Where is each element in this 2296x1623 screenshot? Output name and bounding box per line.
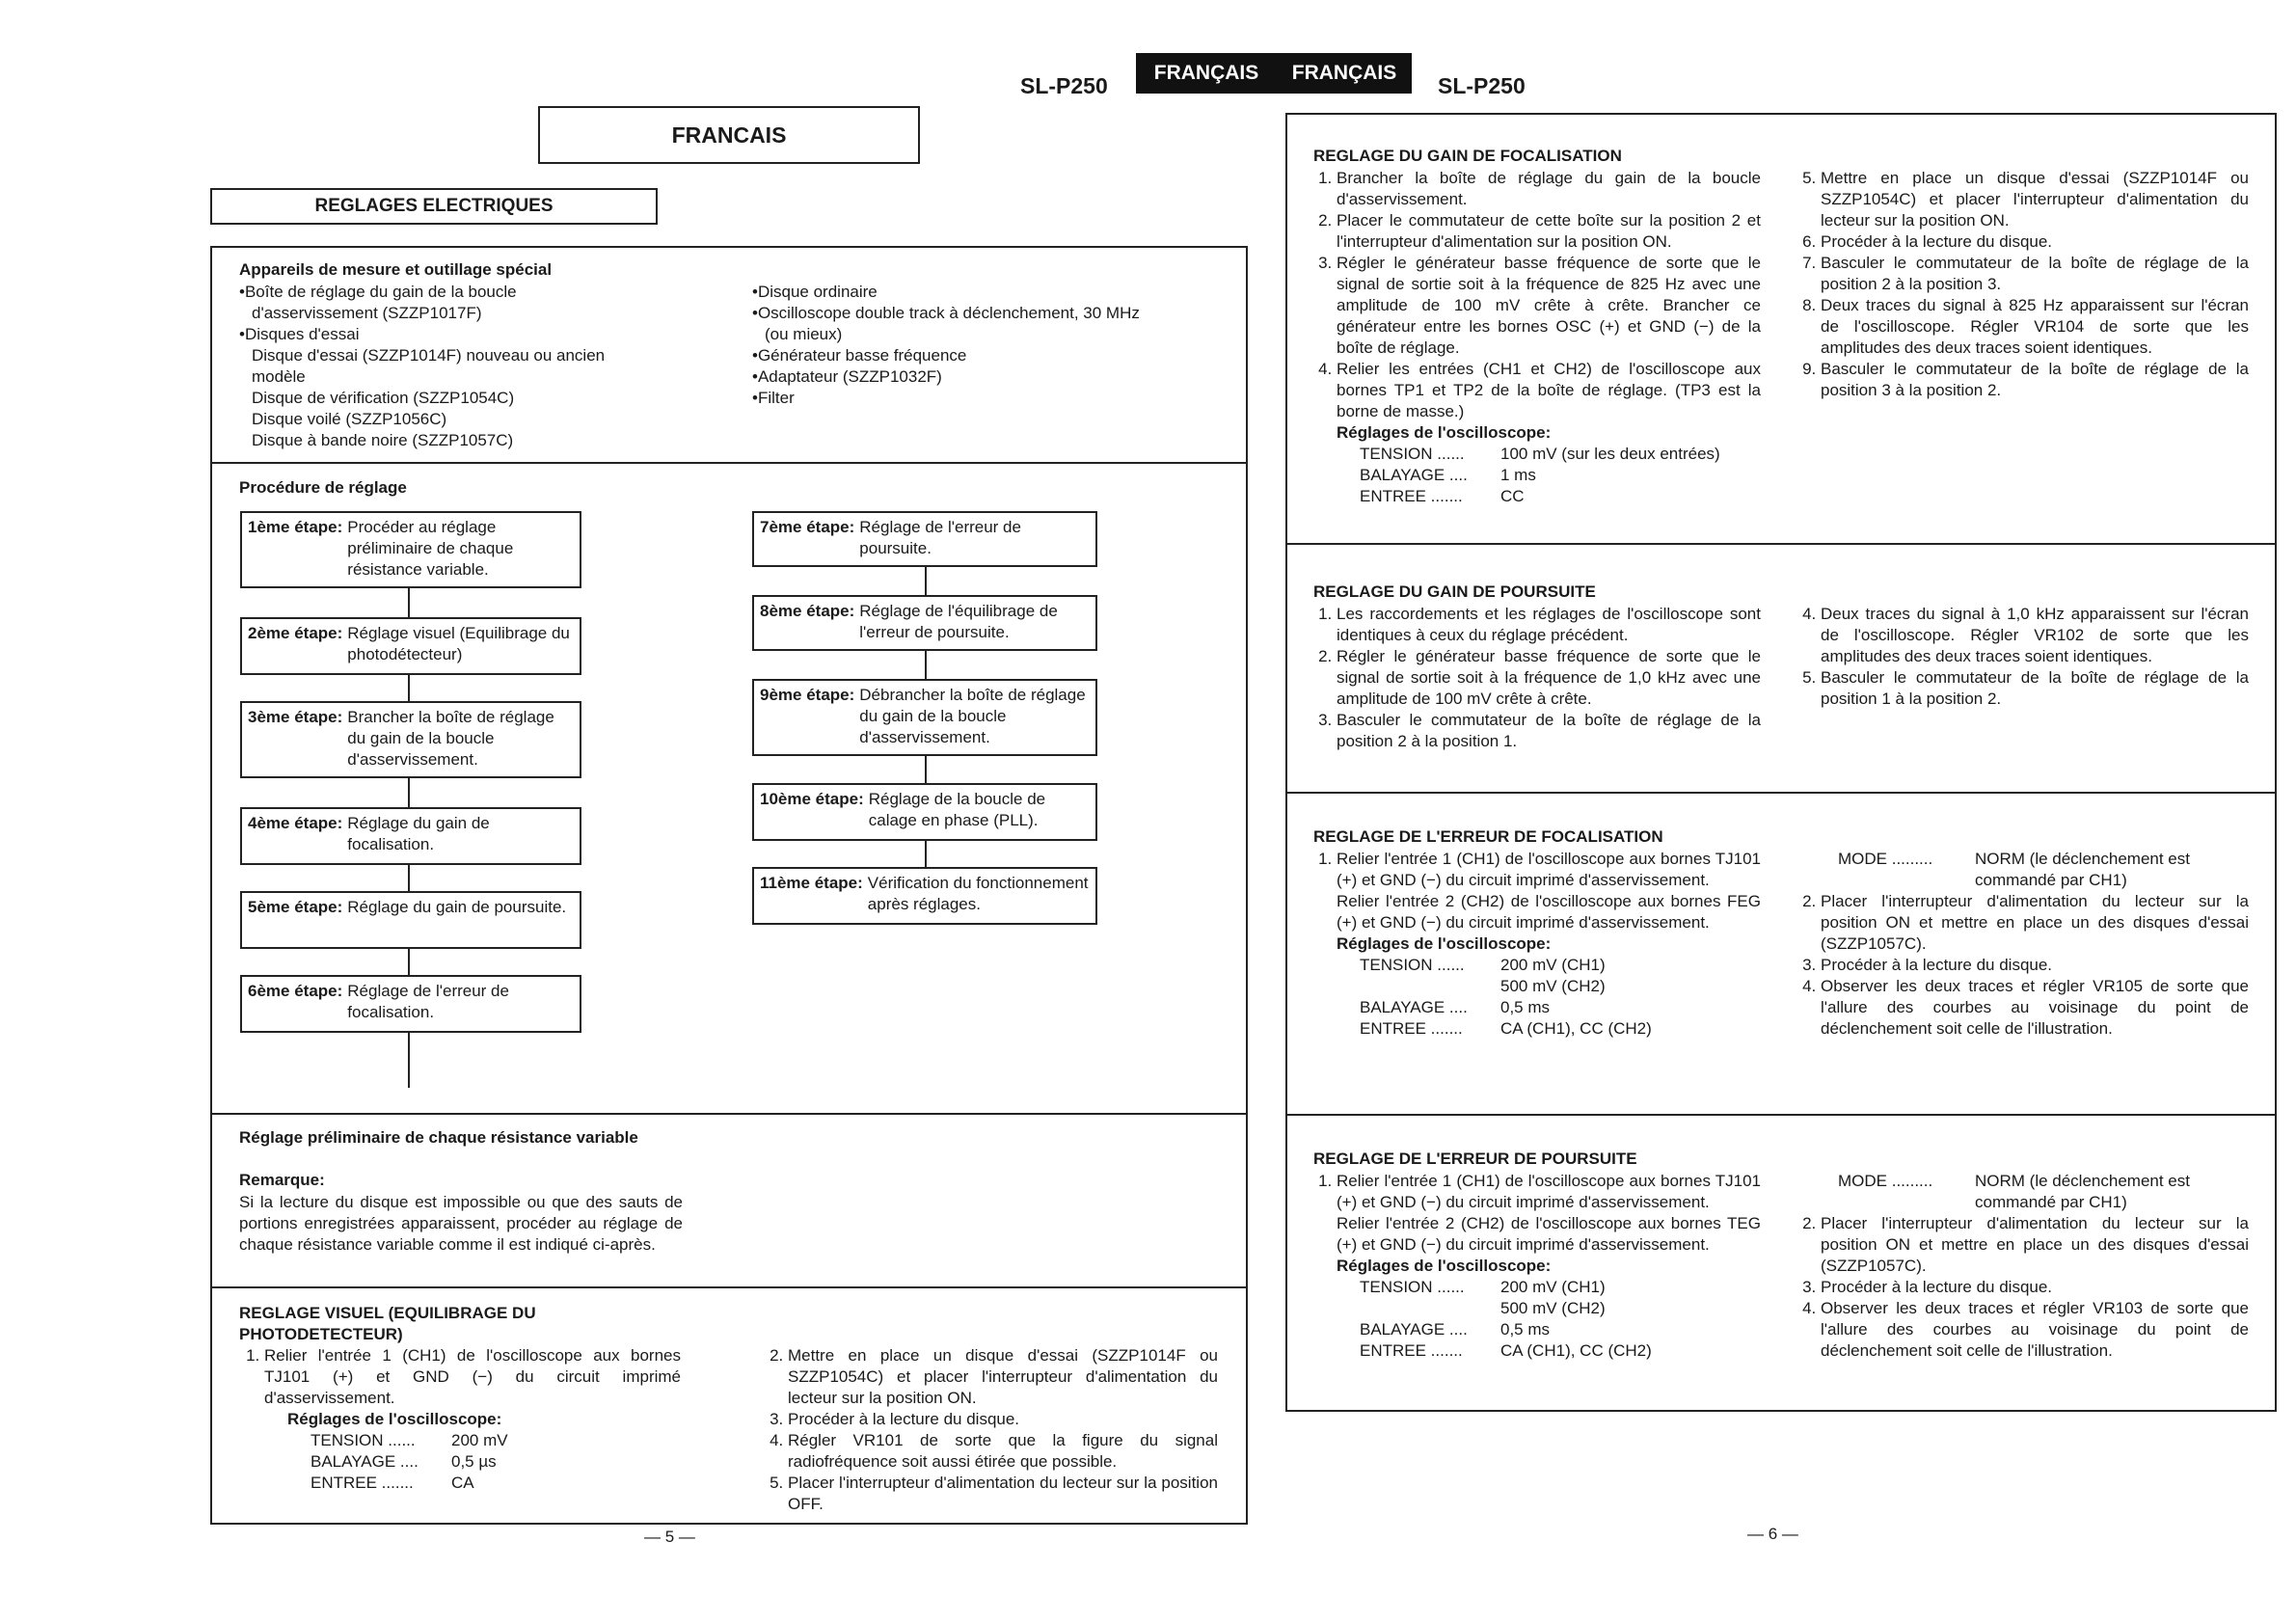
osc-key: ENTREE ....... [1360,487,1463,505]
section-title: REGLAGES ELECTRIQUES [314,196,554,216]
equipment-item: Disque à bande noire (SZZP1057C) [252,431,514,449]
osc-key: TENSION ...... [1360,445,1465,463]
section-title-box [210,188,658,225]
step-text: Brancher la boîte de réglage du gain de la boucle d'asservissement. [347,708,554,769]
focus-gain-left [1311,168,1761,507]
osc-row [264,1430,681,1451]
step-label: 1ème étape: [248,518,343,536]
osc-key: TENSION ...... [1360,956,1465,974]
equipment-item: •Filter [752,389,795,407]
procedure-step-10 [752,783,1097,841]
oscilloscope-settings [1337,1256,1761,1362]
osc-key: TENSION ...... [311,1431,416,1449]
tracking-gain-right [1796,604,2249,710]
step-label: 7ème étape: [760,518,855,536]
osc-key: ENTREE ....... [311,1474,414,1492]
procedure-item [1337,1171,1761,1362]
equipment-heading: Appareils de mesure et outillage spécial [239,260,553,279]
procedure-item-text: Relier les entrées (CH1 et CH2) de l'oscilloscope aux bornes TP1 et TP2 de la boîte de réglage. (TP3 est la borne de masse.) [1337,360,1761,420]
procedure-item: 7. Basculer le commutateur de la boîte de réglage de la position 2 à la position 3. [1821,253,2249,295]
oscilloscope-settings [1337,422,1761,507]
procedure-item: 3. Basculer le commutateur de la boîte de réglage de la position 2 à la position 1. [1337,710,1761,752]
equipment-item: •Boîte de réglage du gain de la boucle [239,283,517,301]
procedure-item: 1. Brancher la boîte de réglage du gain de la boucle d'asservissement. [1337,168,1761,210]
procedure-item: 8. Deux traces du signal à 825 Hz apparaissent sur l'écran de l'oscilloscope. Régler VR104 de sorte que les amplitudes des deux traces soient identiques. [1821,295,2249,359]
procedure-item: 5. Basculer le commutateur de la boîte de réglage de la position 1 à la position 2. [1821,667,2249,710]
procedure-item: 9. Basculer le commutateur de la boîte de réglage de la position 3 à la position 2. [1821,359,2249,401]
osc-value: CC [1500,487,1525,505]
step-label: 6ème étape: [248,982,343,1000]
osc-value: CA (CH1), CC (CH2) [1500,1019,1652,1038]
procedure-item: 4. Deux traces du signal à 1,0 kHz apparaissent sur l'écran de l'oscilloscope. Régler VR102 de sorte que les amplitudes des deux traces soient identiques. [1821,604,2249,667]
equipment-item: d'asservissement (SZZP1017F) [252,304,482,322]
step-label: 4ème étape: [248,814,343,832]
step-label: 3ème étape: [248,708,343,726]
focus-error-left [1311,849,1761,1040]
procedure-item [1337,359,1761,507]
osc-heading: Réglages de l'oscilloscope: [1337,423,1552,442]
procedure-item: 3. Procéder à la lecture du disque. [1821,955,2249,976]
procedure-step-7 [752,511,1097,567]
divider [210,1286,1248,1288]
procedure-item-text: 1. Relier l'entrée 1 (CH1) de l'oscilloscope aux bornes TJ101 (+) et GND (−) du circuit imprimé d'asservissement. [1337,1172,1761,1211]
osc-value: 200 mV (CH1) [1500,1278,1606,1296]
osc-row [1838,1171,2249,1192]
visual-step: 2. Mettre en place un disque d'essai (SZZP1014F ou SZZP1054C) et placer l'interrupteur d'alimentation du lecteur sur la position ON. [788,1345,1218,1409]
osc-value: 0,5 ms [1500,998,1551,1016]
osc-key: MODE ......... [1838,1172,1933,1190]
osc-value: NORM (le déclenchement est [1975,850,2190,868]
page-title-box [538,106,920,164]
procedure-item: 4. Observer les deux traces et régler VR105 de sorte que l'allure des courbes au voisinage du point de déclenchement soit celle de l'illustration. [1821,976,2249,1040]
procedure-step-1 [240,511,581,588]
step-text: Débrancher la boîte de réglage du gain de la boucle d'asservissement. [859,686,1086,746]
procedure-item: 2. Placer l'interrupteur d'alimentation du lecteur sur la position ON et mettre en place un des disques d'essai (SZZP1057C). [1821,891,2249,955]
visual-list [763,1345,1218,1515]
step-text: Procéder au réglage préliminaire de chaque résistance variable. [347,518,514,579]
tracking-gain-list [1796,604,2249,710]
step-text: Réglage de l'équilibrage de l'erreur de poursuite. [859,602,1058,641]
osc-key: BALAYAGE .... [1360,1320,1468,1339]
mode-setting [1796,1171,2249,1213]
osc-row [1337,1277,1761,1298]
osc-value: 0,5 ms [1500,1320,1551,1339]
equipment-item: (ou mieux) [765,325,843,343]
visual-step: 4. Régler VR101 de sorte que la figure du signal radiofréquence soit aussi étirée que possible. [788,1430,1218,1473]
divider [210,1113,1248,1115]
osc-key: BALAYAGE .... [311,1452,419,1471]
oscilloscope-settings [264,1409,681,1494]
step-label: 2ème étape: [248,624,343,642]
step-text: Réglage de l'erreur de focalisation. [347,982,509,1021]
osc-heading: Réglages de l'oscilloscope: [1337,934,1552,953]
procedure-item-text: 1. Relier l'entrée 1 (CH1) de l'oscilloscope aux bornes TJ101 (+) et GND (−) du circuit imprimé d'asservissement. [1337,850,1761,889]
osc-value: 500 mV (CH2) [1500,1299,1606,1317]
osc-key: ENTREE ....... [1360,1341,1463,1360]
model-label-left: SL-P250 [1020,73,1108,98]
tracking-error-right [1796,1171,2249,1362]
tracking-gain-heading: REGLAGE DU GAIN DE POURSUITE [1313,582,1596,601]
equipment-list-2 [752,282,1234,409]
procedure-step-9 [752,679,1097,756]
osc-value: NORM (le déclenchement est [1975,1172,2190,1190]
equipment-item: Disque de vérification (SZZP1054C) [252,389,515,407]
osc-row [1337,1018,1761,1040]
osc-row [1337,976,1761,997]
procedure-step-3 [240,701,581,778]
visual-step: 5. Placer l'interrupteur d'alimentation du lecteur sur la position OFF. [788,1473,1218,1515]
visual-steps-right [763,1345,1218,1515]
divider [1285,543,2277,545]
procedure-item: 2. Placer le commutateur de cette boîte sur la position 2 et l'interrupteur d'alimentation sur la position ON. [1337,210,1761,253]
step-text: Réglage du gain de poursuite. [347,898,567,916]
procedure-step-8 [752,595,1097,651]
osc-key: ENTREE ....... [1360,1019,1463,1038]
equipment-item: •Disque ordinaire [752,283,878,301]
osc-value: 200 mV (CH1) [1500,956,1606,974]
osc-value: commandé par CH1) [1975,871,2127,889]
procedure-item: 6. Procéder à la lecture du disque. [1821,231,2249,253]
osc-value: CA (CH1), CC (CH2) [1500,1341,1652,1360]
tracking-error-list [1311,1171,1761,1362]
equipment-item: Disque voilé (SZZP1056C) [252,410,447,428]
osc-key: BALAYAGE .... [1360,998,1468,1016]
visual-step-text: Relier l'entrée 1 (CH1) de l'oscilloscope aux bornes TJ101 (+) et GND (−) du circuit imprimé d'asservissement. [264,1346,681,1407]
oscilloscope-settings [1337,933,1761,1040]
osc-value: 100 mV (sur les deux entrées) [1500,445,1720,463]
procedure-step-11 [752,867,1097,925]
osc-row [1838,849,2249,870]
step-text: Réglage du gain de focalisation. [347,814,490,853]
tracking-error-heading: REGLAGE DE L'ERREUR DE POURSUITE [1313,1150,1637,1168]
visual-step [264,1345,681,1494]
procedure-step-2 [240,617,581,675]
tracking-error-list [1796,1213,2249,1362]
osc-heading: Réglages de l'oscilloscope: [1337,1257,1552,1275]
step-label: 11ème étape: [760,874,863,892]
procedure-item-text: Relier l'entrée 2 (CH2) de l'oscilloscope aux bornes TEG (+) et GND (−) du circuit imprimé d'asservissement. [1337,1214,1761,1254]
osc-value: 0,5 µs [451,1452,497,1471]
procedure-item: 2. Régler le générateur basse fréquence de sorte que le signal de sortie soit à la fréquence de 1,0 kHz avec une amplitude de 100 mV crête à crête. [1337,646,1761,710]
focus-error-right [1796,849,2249,1040]
step-label: 9ème étape: [760,686,855,704]
osc-value: CA [451,1474,474,1492]
procedure-item: 3. Régler le générateur basse fréquence de sorte que le signal de sortie soit à la fréquence de 825 Hz avec une amplitude de 100 mV crête à crête. Brancher ce générateur entre les bornes OSC (+) et GND (−) de la boîte de réglage. [1337,253,1761,359]
osc-row [1337,465,1761,486]
procedure-step-6 [240,975,581,1033]
equipment-item: modèle [252,367,306,386]
procedure-item-text: Relier l'entrée 2 (CH2) de l'oscilloscope aux bornes FEG (+) et GND (−) du circuit imprimé d'asservissement. [1337,892,1761,932]
osc-row [1337,1298,1761,1319]
step-text: Réglage de la boucle de calage en phase (PLL). [868,790,1046,829]
mode-setting [1796,849,2249,891]
osc-row [264,1451,681,1473]
focus-error-list [1311,849,1761,1040]
model-label-right: SL-P250 [1438,73,1526,98]
osc-heading: Réglages de l'oscilloscope: [287,1410,502,1428]
procedure-step-4 [240,807,581,865]
step-label: 10ème étape: [760,790,864,808]
tracking-error-left [1311,1171,1761,1362]
procedure-item: 5. Mettre en place un disque d'essai (SZZP1014F ou SZZP1054C) et placer l'interrupteur d'alimentation du lecteur sur la position ON. [1821,168,2249,231]
osc-row [1337,444,1761,465]
osc-value: commandé par CH1) [1975,1193,2127,1211]
visual-steps-left [239,1345,681,1494]
procedure-heading: Procédure de réglage [239,478,407,497]
divider [1285,792,2277,794]
procedure-item: 1. Les raccordements et les réglages de l'oscilloscope sont identiques à ceux du réglage précédent. [1337,604,1761,646]
focus-gain-right [1796,168,2249,401]
equipment-item: Disque d'essai (SZZP1014F) nouveau ou ancien [252,346,606,365]
preliminary-heading: Réglage préliminaire de chaque résistance variable [239,1128,638,1147]
focus-error-list [1796,891,2249,1040]
procedure-item: 2. Placer l'interrupteur d'alimentation du lecteur sur la position ON et mettre en place un des disques d'essai (SZZP1057C). [1821,1213,2249,1277]
step-label: 8ème étape: [760,602,855,620]
focus-gain-heading: REGLAGE DU GAIN DE FOCALISATION [1313,147,1622,165]
osc-row [1337,486,1761,507]
osc-key: MODE ......... [1838,850,1933,868]
osc-row [1337,997,1761,1018]
language-tab-right: FRANÇAIS [1277,53,1412,94]
equipment-item: •Adaptateur (SZZP1032F) [752,367,942,386]
visual-step: 3. Procéder à la lecture du disque. [788,1409,1218,1430]
procedure-item [1337,849,1761,1040]
page-number-right: — 6 — [1747,1525,1798,1543]
osc-row [264,1473,681,1494]
osc-row [1337,955,1761,976]
equipment-list-1 [239,282,741,451]
equipment-item: •Oscilloscope double track à déclenchement, 30 MHz [752,304,1140,322]
osc-key: BALAYAGE .... [1360,466,1468,484]
procedure-item: 4. Observer les deux traces et régler VR103 de sorte que l'allure des courbes au voisinage du point de déclenchement soit celle de l'illustration. [1821,1298,2249,1362]
remark-text: Si la lecture du disque est impossible ou que des sauts de portions enregistrées apparaissent, procéder au réglage de chaque résistance variable comme il est indiqué ci-après. [239,1193,683,1254]
tracking-gain-list [1311,604,1761,752]
tracking-gain-left [1311,604,1761,752]
focus-gain-list [1311,168,1761,507]
equipment-item: •Disques d'essai [239,325,360,343]
osc-value: 500 mV (CH2) [1500,977,1606,995]
divider [210,462,1248,464]
visual-list [239,1345,681,1494]
language-tab-left: FRANÇAIS [1136,53,1277,94]
page-title: FRANCAIS [671,122,787,148]
step-text: Réglage visuel (Equilibrage du photodétecteur) [347,624,570,663]
divider [1285,1114,2277,1116]
osc-key: TENSION ...... [1360,1278,1465,1296]
focus-error-heading: REGLAGE DE L'ERREUR DE FOCALISATION [1313,827,1663,846]
equipment-item: •Générateur basse fréquence [752,346,967,365]
remark-label: Remarque: [239,1171,325,1189]
visual-heading: REGLAGE VISUEL (EQUILIBRAGE DU PHOTODETECTEUR) [239,1304,536,1343]
step-text: Réglage de l'erreur de poursuite. [859,518,1021,557]
osc-value: 200 mV [451,1431,508,1449]
step-label: 5ème étape: [248,898,343,916]
osc-row [1337,1340,1761,1362]
procedure-step-5 [240,891,581,949]
osc-row [1337,1319,1761,1340]
osc-value: 1 ms [1500,466,1536,484]
page-number-left: — 5 — [644,1528,695,1546]
step-text: Vérification du fonctionnement après réglages. [867,874,1089,913]
focus-gain-list [1796,168,2249,401]
procedure-item: 3. Procéder à la lecture du disque. [1821,1277,2249,1298]
